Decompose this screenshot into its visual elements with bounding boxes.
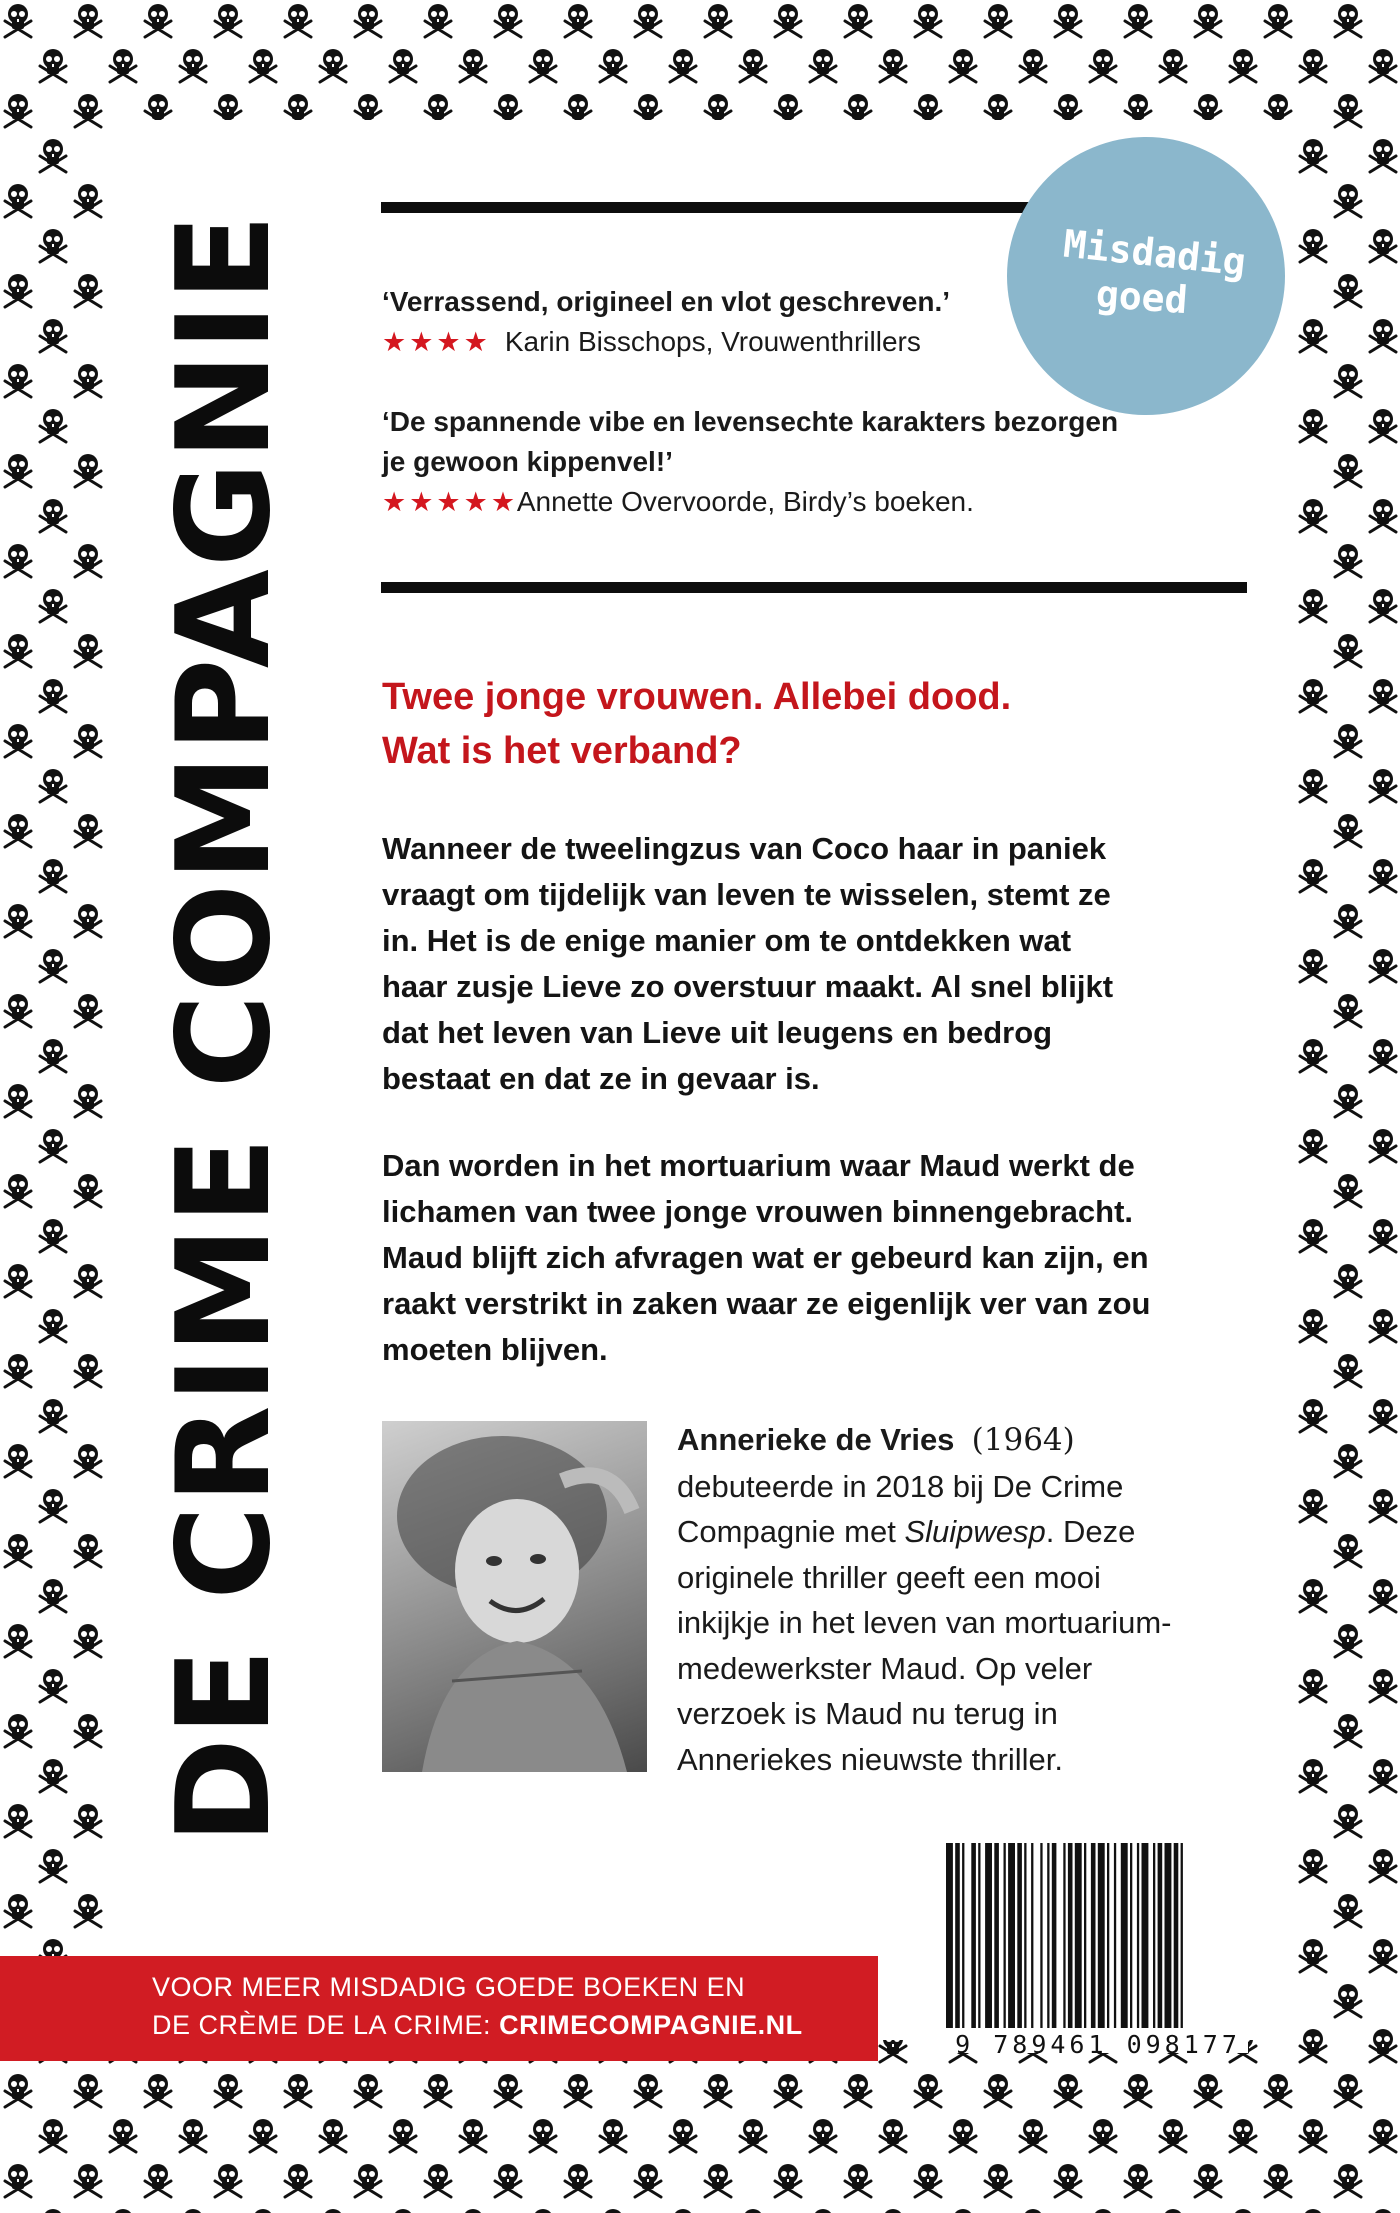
text-fragment: Compagnie met (677, 1514, 905, 1549)
text-line: verzoek is Maud nu terug in (677, 1696, 1058, 1731)
review-quote-line-1: ‘De spannende vibe en levensechte karakters bezorgen (382, 406, 1119, 437)
barcode-bar (1165, 1843, 1172, 2028)
banner-line-2: DE CRÈME DE LA CRIME: (152, 2010, 500, 2040)
barcode (938, 1843, 1248, 2053)
author-photo (382, 1421, 647, 1772)
isbn-number: 9 789461 098177 (955, 2030, 1241, 2059)
barcode-bar (1031, 1843, 1033, 2028)
barcode-bar (1024, 1843, 1026, 2028)
barcode-bar (1153, 1843, 1155, 2028)
barcode-bar (955, 1843, 960, 2028)
barcode-bar (1181, 1843, 1183, 2028)
star-rating-icon: ★★★★★ (382, 487, 519, 517)
text-line: inkijkje in het leven van mortuarium- (677, 1605, 1172, 1640)
text-line: Anneriekes nieuwste thriller. (677, 1741, 1063, 1777)
text-line: medewerkster Maud. Op veler (677, 1650, 1093, 1686)
barcode-bar (1084, 1843, 1086, 2028)
barcode-bar (1137, 1843, 1139, 2028)
author-name: Annerieke de Vries (677, 1422, 955, 1457)
review-quote: ‘Verrassend, origineel en vlot geschreven.’ (382, 286, 951, 317)
barcode-bar (1008, 1843, 1015, 2028)
text-line: raakt verstrikt in zaken waar ze eigenlijk ver van zou (382, 1286, 1151, 1321)
barcode-bar (1130, 1843, 1132, 2028)
blurb-paragraph-1 (382, 826, 1262, 1102)
review-quote-line-2: je gewoon kippenvel!’ (382, 446, 673, 477)
barcode-bar (1091, 1843, 1096, 2028)
barcode-bar (1040, 1843, 1042, 2028)
website-banner (0, 1956, 878, 2061)
barcode-bar (985, 1843, 992, 2028)
banner-line-1: VOOR MEER MISDADIG GOEDE BOEKEN EN (152, 1972, 746, 2002)
bottom-rule (381, 582, 1247, 593)
barcode-bar (946, 1843, 953, 2028)
barcode-bar (1174, 1843, 1179, 2028)
badge-line-1: Misdadig (1061, 221, 1249, 285)
text-line: in. Het is de enige manier om te ontdekken wat (382, 923, 1072, 958)
review-attribution: Annette Overvoorde, Birdy’s boeken. (516, 486, 974, 517)
book-title: Sluipwesp (904, 1514, 1046, 1549)
text-line: haar zusje Lieve zo overstuur maakt. Al snel blijkt (382, 969, 1114, 1004)
review-attribution: Karin Bisschops, Vrouwenthrillers (504, 326, 921, 357)
text-line: Wanneer de tweelingzus van Coco haar in paniek (382, 831, 1107, 866)
barcode-bar (1114, 1843, 1116, 2028)
badge-line-2: goed (1094, 271, 1190, 323)
blurb-headline (382, 670, 1242, 778)
text-line: bestaat en dat ze in gevaar is. (382, 1061, 820, 1096)
barcode-bar (1158, 1843, 1163, 2028)
author-year: (1964) (971, 1422, 1075, 1458)
headline-line-1: Twee jonge vrouwen. Allebei dood. (382, 676, 1012, 718)
website-link[interactable]: CRIMECOMPAGNIE.NL (499, 2010, 803, 2040)
barcode-bar (1068, 1843, 1073, 2028)
text-line: Dan worden in het mortuarium waar Maud werkt de (382, 1148, 1135, 1183)
review-1 (382, 282, 950, 362)
headline-line-2: Wat is het verband? (382, 730, 742, 772)
text-line: lichamen van twee jonge vrouwen binnengebracht. (382, 1194, 1134, 1229)
text-fragment: . Deze (1045, 1514, 1136, 1549)
barcode-bar (1017, 1843, 1022, 2028)
barcode-bar (1004, 1843, 1006, 2028)
text-line: originele thriller geeft een mooi (677, 1559, 1101, 1595)
star-rating-icon: ★★★★ (382, 327, 491, 357)
barcode-bar (1121, 1843, 1128, 2028)
author-bio (677, 1417, 1237, 1782)
barcode-bar (971, 1843, 976, 2028)
text-line: debuteerde in 2018 bij De Crime (677, 1468, 1124, 1504)
text-line: Maud blijft zich afvragen wat er gebeurd kan zijn, en (382, 1240, 1149, 1275)
misdadig-goed-badge (1007, 137, 1285, 415)
publisher-spine-title: DE CRIME COMPAGNIE (150, 211, 300, 1845)
barcode-bar (1098, 1843, 1105, 2028)
barcode-bar (1107, 1843, 1109, 2028)
text-line: dat het leven van Lieve uit leugens en bedrog (382, 1015, 1053, 1050)
barcode-bar (978, 1843, 980, 2028)
barcode-bar (1075, 1843, 1082, 2028)
barcode-bar (1047, 1843, 1049, 2028)
barcode-bar (1063, 1843, 1065, 2028)
barcode-bar (994, 1843, 999, 2028)
barcode-bar (1142, 1843, 1149, 2028)
text-line: vraagt om tijdelijk van leven te wisselen, stemt ze (382, 877, 1111, 912)
review-2 (382, 402, 1118, 522)
blurb-paragraph-2 (382, 1143, 1262, 1373)
barcode-bar (1052, 1843, 1057, 2028)
barcode-bar (962, 1843, 964, 2028)
text-line: moeten blijven. (382, 1332, 608, 1367)
